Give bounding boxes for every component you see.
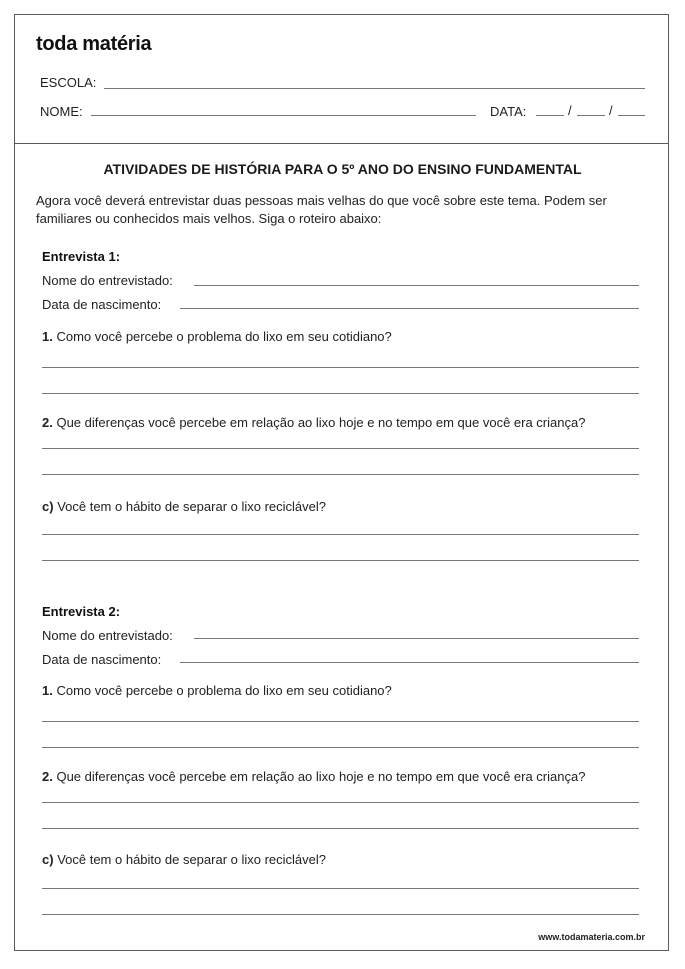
question	[42, 852, 326, 867]
question-number: c)	[42, 852, 54, 867]
answer-line[interactable]	[42, 560, 639, 561]
date-day-field[interactable]	[536, 115, 564, 116]
question-number: 1.	[42, 329, 53, 344]
question-text: Como você percebe o problema do lixo em seu cotidiano?	[56, 683, 392, 698]
question-text: Que diferenças você percebe em relação ao lixo hoje e no tempo em que você era criança?	[56, 769, 586, 784]
interviewee-name-label: Nome do entrevistado:	[42, 628, 173, 643]
question	[42, 499, 326, 514]
intro-text: Agora você deverá entrevistar duas pessoas mais velhas do que você sobre este tema. Podem ser familiares ou conhecidos mais velhos. Siga o roteiro abaixo:	[36, 193, 607, 226]
question-number: 1.	[42, 683, 53, 698]
answer-line[interactable]	[42, 828, 639, 829]
birth-date-field[interactable]	[180, 662, 639, 663]
name-field[interactable]	[91, 115, 476, 116]
interviewee-name-field[interactable]	[194, 638, 639, 639]
school-label: ESCOLA:	[40, 75, 97, 90]
interview-heading: Entrevista 2:	[42, 604, 121, 619]
question-text: Você tem o hábito de separar o lixo reciclável?	[57, 852, 327, 867]
date-separator: /	[568, 103, 572, 118]
worksheet-frame	[14, 14, 669, 951]
answer-line[interactable]	[42, 747, 639, 748]
question-text: Como você percebe o problema do lixo em seu cotidiano?	[56, 329, 392, 344]
interview-heading: Entrevista 1:	[42, 249, 121, 264]
answer-line[interactable]	[42, 888, 639, 889]
question	[42, 683, 392, 698]
question	[42, 329, 392, 344]
answer-line[interactable]	[42, 448, 639, 449]
answer-line[interactable]	[42, 914, 639, 915]
logo: toda matéria	[36, 33, 152, 55]
date-year-field[interactable]	[618, 115, 645, 116]
page-title: ATIVIDADES DE HISTÓRIA PARA O 5º ANO DO ENSINO FUNDAMENTAL	[103, 161, 582, 177]
question-number: c)	[42, 499, 54, 514]
birth-date-label: Data de nascimento:	[42, 652, 162, 667]
question-number: 2.	[42, 415, 53, 430]
question	[42, 415, 585, 430]
interviewee-name-label: Nome do entrevistado:	[42, 273, 173, 288]
school-field[interactable]	[104, 88, 645, 89]
answer-line[interactable]	[42, 802, 639, 803]
date-month-field[interactable]	[577, 115, 605, 116]
header-divider	[14, 143, 669, 144]
answer-line[interactable]	[42, 474, 639, 475]
birth-date-label: Data de nascimento:	[42, 297, 162, 312]
answer-line[interactable]	[42, 393, 639, 394]
name-label: NOME:	[40, 104, 83, 119]
footer-website[interactable]: www.todamateria.com.br	[538, 932, 645, 942]
date-separator: /	[609, 103, 613, 118]
birth-date-field[interactable]	[180, 308, 639, 309]
interviewee-name-field[interactable]	[194, 285, 639, 286]
answer-line[interactable]	[42, 721, 639, 722]
question	[42, 769, 585, 784]
answer-line[interactable]	[42, 534, 639, 535]
question-number: 2.	[42, 769, 53, 784]
question-text: Você tem o hábito de separar o lixo reciclável?	[57, 499, 327, 514]
question-text: Que diferenças você percebe em relação ao lixo hoje e no tempo em que você era criança?	[56, 415, 586, 430]
date-label: DATA:	[490, 104, 527, 119]
answer-line[interactable]	[42, 367, 639, 368]
